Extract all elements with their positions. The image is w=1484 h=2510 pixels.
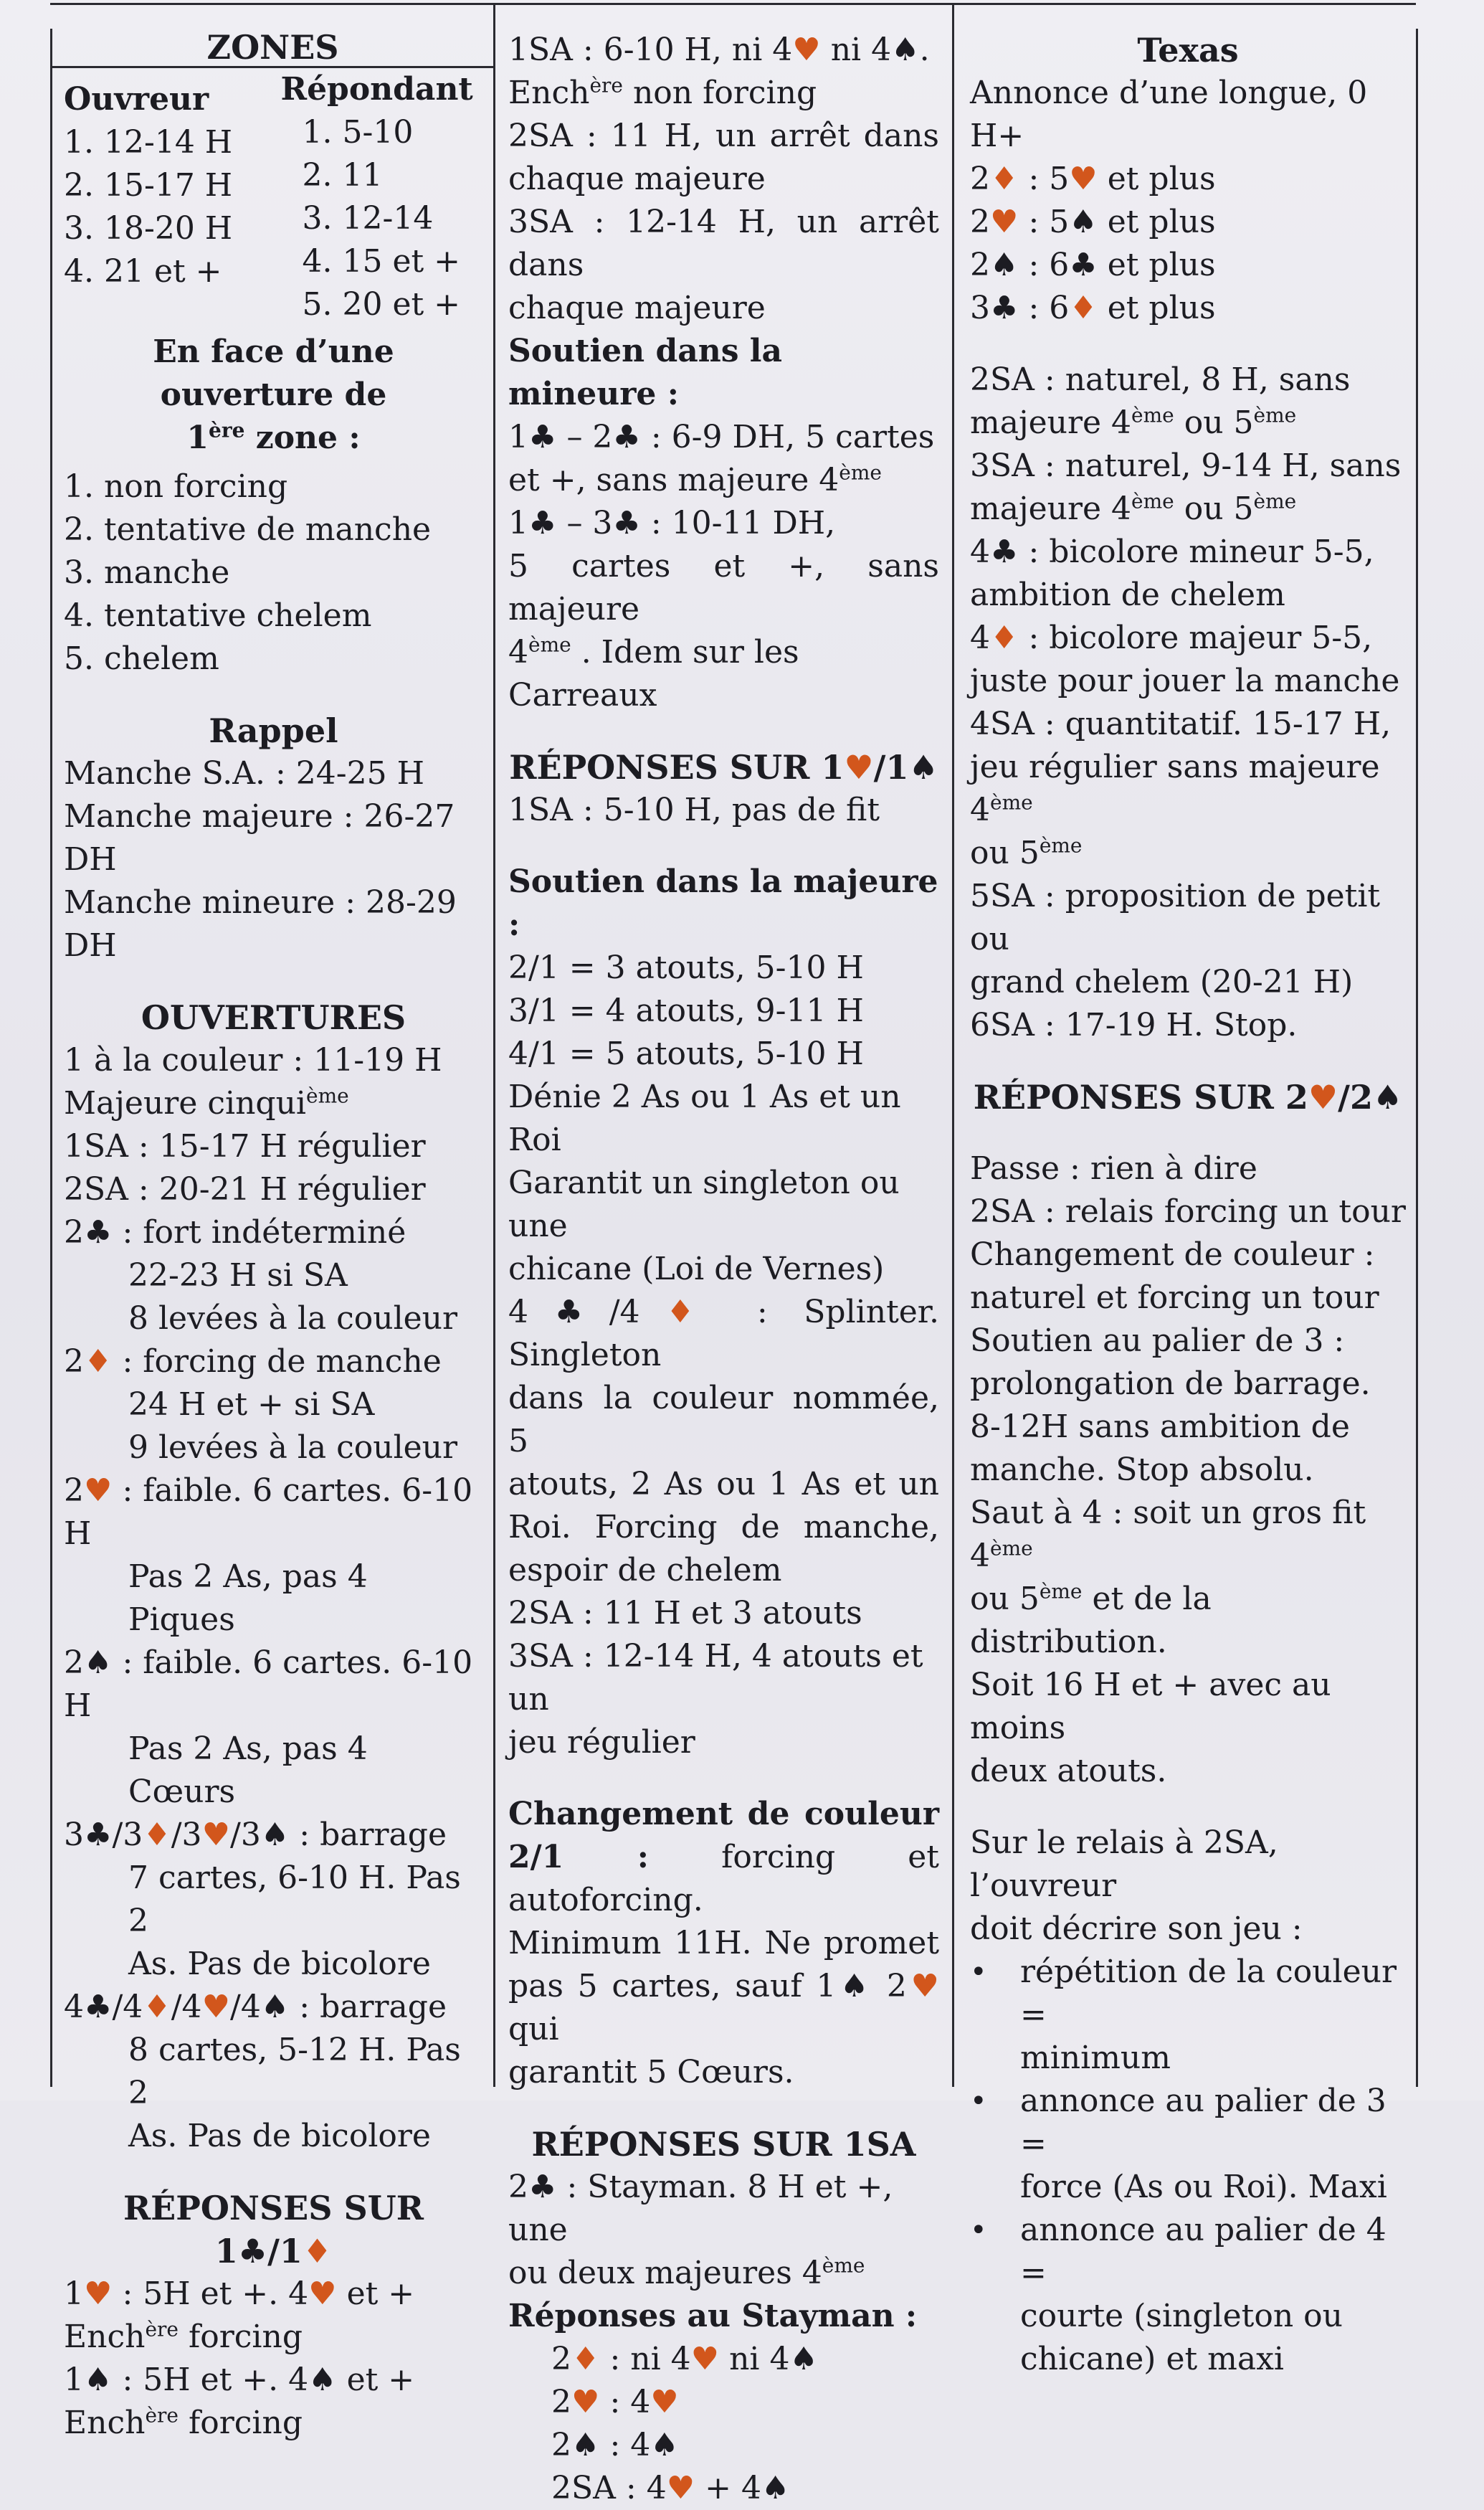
spade-icon: ♠: [84, 1644, 113, 1681]
club-icon: ♣: [237, 2232, 268, 2270]
column-separator: [493, 3, 495, 30]
ouverture-2d: 2♦ : forcing de manche: [64, 1343, 442, 1380]
club-icon: ♣: [528, 505, 557, 541]
enface-item: 1. non forcing: [64, 468, 288, 505]
heart-icon: ♥: [571, 2384, 600, 2420]
text-line: chaque majeure: [508, 290, 766, 326]
diamond-icon: ♦: [639, 1294, 721, 1330]
ouverture-line: Majeure cinqui$^{ème}$: [64, 1084, 349, 1122]
rappel-heading: Rappel: [209, 711, 338, 750]
repondant-zone: 4. 15 et +: [302, 243, 461, 280]
club-icon: ♣: [528, 2169, 557, 2205]
reponses-1h-1s-heading: RÉPONSES SUR 1♥/1♠: [509, 748, 938, 787]
spade-icon: ♠: [1069, 204, 1098, 240]
stayman-reply: 2♠ : 4♠: [551, 2427, 679, 2463]
text-line: Sur le relais à 2SA, l’ouvreur: [970, 1824, 1278, 1904]
heart-icon: ♥: [792, 32, 821, 68]
text-line: Annonce d’une longue, 0 H+: [970, 75, 1368, 154]
text-line: Dénie 2 As ou 1 As et un Roi: [508, 1079, 901, 1158]
text-line: atouts, 2 As ou 1 As et un: [508, 1466, 939, 1502]
reponses-1sa-heading: RÉPONSES SUR 1SA: [531, 2125, 916, 2164]
text-line: chicane) et maxi: [1020, 2341, 1285, 2377]
column-1: [50, 28, 493, 2441]
spade-icon: ♠: [990, 247, 1019, 283]
rappel-item: Manche majeure : 26-27 DH: [64, 798, 455, 878]
text-line: 4SA : quantitatif. 15-17 H,: [970, 706, 1392, 742]
diamond-icon: ♦: [571, 2341, 600, 2377]
reponses-stayman-heading: Réponses au Stayman :: [508, 2298, 918, 2334]
text-line: 3SA : 12-14 H, 4 atouts et un: [508, 1638, 923, 1718]
stayman-reply: 2♦ : ni 4♥ ni 4♠: [551, 2341, 818, 2377]
reponses-1c-1d-heading: RÉPONSES SUR 1♣/1♦: [123, 2189, 424, 2270]
spade-icon: ♠: [891, 32, 920, 68]
text-line: naturel et forcing un tour: [970, 1279, 1379, 1316]
text-line: 5SA : proposition de petit ou: [970, 878, 1381, 957]
soutien-mineure-2: 1♣ – 3♣ : 10-11 DH,: [508, 505, 836, 541]
ouverture-2h: 2♥ : faible. 6 cartes. 6-10 H: [64, 1472, 473, 1552]
ouverture-line: Pas 2 As, pas 4 Piques: [128, 1558, 368, 1638]
text-line: Garantit un singleton ou une: [508, 1165, 900, 1244]
ouverture-line: Pas 2 As, pas 4 Cœurs: [128, 1730, 368, 1810]
texas-line: 2♠ : 6♣ et plus: [970, 247, 1216, 283]
ouvreur-heading: Ouvreur: [64, 81, 209, 118]
text-line: Passe : rien à dire: [970, 1150, 1257, 1187]
ouverture-line: 1SA : 15-17 H régulier: [64, 1128, 426, 1165]
repondant-zone: 1. 5-10: [302, 114, 414, 151]
text-line: et +, sans majeure 4ème: [508, 460, 882, 498]
texas-heading: Texas: [1137, 31, 1239, 70]
text-line: 3SA : naturel, 9-14 H, sans: [970, 447, 1402, 484]
text-line: espoir de chelem: [508, 1552, 782, 1588]
rappel-item: Manche S.A. : 24-25 H: [64, 755, 424, 792]
enface-item: 3. manche: [64, 554, 230, 591]
ouverture-line: 9 levées à la couleur: [128, 1429, 458, 1466]
heart-icon: ♥: [1069, 161, 1098, 197]
text-line: Changement de couleur :: [970, 1236, 1375, 1273]
text-line: jeu régulier: [508, 1724, 695, 1761]
enface-heading-2: 1ère zone :: [186, 418, 361, 456]
soutien-mineure-1: 1♣ – 2♣ : 6-9 DH, 5 cartes: [508, 419, 935, 455]
text-line: Roi. Forcing de manche,: [508, 1509, 939, 1545]
ouverture-line: 1 à la couleur : 11-19 H: [64, 1042, 442, 1079]
heart-icon: ♥: [84, 2275, 113, 2312]
enface-heading-1: En face d’une ouverture de: [153, 333, 394, 413]
barrage-4: 4♣/4♦/4♥/4♠ : barrage: [64, 1989, 447, 2025]
club-icon: ♣: [612, 505, 641, 541]
text-line: 3/1 = 4 atouts, 9-11 H: [508, 993, 864, 1029]
soutien-majeure-heading: Soutien dans la majeure :: [508, 863, 938, 943]
text-line: 2SA : 11 H et 3 atouts: [508, 1595, 862, 1632]
text-line: dans la couleur nommée, 5: [508, 1380, 939, 1459]
club-icon: ♣: [84, 1989, 113, 2025]
ouvertures-heading: OUVERTURES: [141, 998, 406, 1037]
club-icon: ♣: [612, 419, 641, 455]
zones-title: ZONES: [52, 29, 493, 68]
club-icon: ♣: [528, 419, 557, 455]
stayman-reply: 2SA : 4♥ + 4♠: [551, 2470, 790, 2506]
texas-line: 3♣ : 6♦ et plus: [970, 290, 1216, 326]
heart-icon: ♥: [308, 2275, 337, 2312]
bullet-item: [970, 2080, 1406, 2209]
text-line: 4ème . Idem sur les Carreaux: [508, 633, 799, 714]
reponse-1h: 1♥ : 5H et +. 4♥ et +: [64, 2275, 415, 2312]
column-3: [952, 29, 1418, 2377]
text-line: majeure 4ème ou 5ème: [970, 403, 1297, 441]
diamond-icon: ♦: [1069, 290, 1098, 326]
changement-heading: Changement de couleur: [508, 1796, 939, 1832]
text-line: ou deux majeures 4ème: [508, 2253, 865, 2291]
zones-table: [64, 68, 483, 326]
repondant-zone: 5. 20 et +: [302, 286, 461, 323]
text-line: force (As ou Roi). Maxi: [1020, 2169, 1387, 2205]
ouverture-line: 8 levées à la couleur: [128, 1300, 458, 1337]
text-line: 6SA : 17-19 H. Stop.: [970, 1007, 1298, 1043]
text-line: Soit 16 H et + avec au moins: [970, 1667, 1331, 1746]
ouverture-line: 7 cartes, 6-10 H. Pas 2: [128, 1860, 461, 1939]
soutien-mineure-heading: Soutien dans la mineure :: [508, 333, 783, 412]
text-line: juste pour jouer la manche: [970, 663, 1400, 699]
ouverture-line: 2SA : 20-21 H régulier: [64, 1171, 426, 1208]
text-line: prolongation de barrage.: [970, 1365, 1371, 1402]
text-line: 2SA : relais forcing un tour: [970, 1193, 1406, 1230]
diamond-icon: ♦: [84, 1343, 113, 1380]
enface-item: 5. chelem: [64, 640, 219, 677]
text-line: jeu régulier sans majeure 4ème: [970, 749, 1380, 828]
text-line: ou 5ème et de la distribution.: [970, 1579, 1212, 1660]
text-line: 1SA : 5-10 H, pas de fit: [508, 792, 880, 828]
diamond-icon: ♦: [990, 620, 1019, 656]
heart-icon: ♥: [906, 1968, 939, 2004]
text-line: 3SA : 12-14 H, un arrêt dans: [508, 204, 939, 283]
text-line: 2SA : 11 H, un arrêt dans: [508, 118, 939, 154]
spade-icon: ♠: [836, 1968, 873, 2004]
spade-icon: ♠: [260, 1989, 290, 2025]
changement-line: pas 5 cartes, sauf 1♠ 2♥ qui: [508, 1968, 939, 2047]
heart-icon: ♥: [666, 2470, 695, 2506]
ouverture-line: 22-23 H si SA: [128, 1257, 348, 1294]
changement-line: 2/1 : forcing et autoforcing.: [508, 1839, 939, 1918]
heart-icon: ♥: [844, 748, 874, 787]
text-line: 5 cartes et +, sans majeure: [508, 548, 939, 628]
spade-icon: ♠: [260, 1817, 290, 1853]
text-line: courte (singleton ou: [1020, 2298, 1343, 2334]
text-line: 4/1 = 5 atouts, 5-10 H: [508, 1036, 864, 1072]
bicolore-line: 4♣ : bicolore mineur 5-5,: [970, 534, 1374, 570]
enface-item: 2. tentative de manche: [64, 511, 432, 548]
text-line: Ench$^{ère}$ non forcing: [508, 73, 817, 111]
club-icon: ♣: [1069, 247, 1098, 283]
enface-item: 4. tentative chelem: [64, 597, 372, 634]
reponse-1sa: 1SA : 6-10 H, ni 4♥ ni 4♠.: [508, 32, 930, 68]
text-line: 8-12H sans ambition de: [970, 1408, 1350, 1445]
ouverture-2s: 2♠ : faible. 6 cartes. 6-10 H: [64, 1644, 473, 1724]
diamond-icon: ♦: [143, 1989, 171, 2025]
text-line: annonce au palier de 3 =: [1020, 2083, 1387, 2162]
column-separator: [952, 3, 954, 30]
ouvreur-zone: 1. 12-14 H: [64, 124, 233, 161]
barrage-3: 3♣/3♦/3♥/3♠ : barrage: [64, 1817, 447, 1853]
spade-icon: ♠: [1372, 1078, 1403, 1117]
text-line: ambition de chelem: [970, 577, 1285, 613]
heart-icon: ♥: [201, 1817, 231, 1853]
reponse-line: Ench$^{ère}$ forcing: [64, 2317, 303, 2355]
heart-icon: ♥: [690, 2341, 720, 2377]
heart-icon: ♥: [1308, 1078, 1338, 1117]
spade-icon: ♠: [789, 2341, 818, 2377]
repondant-column: [267, 68, 484, 326]
text-line: ou 5ème: [970, 833, 1083, 871]
stayman-line: 2♣ : Stayman. 8 H et +, une: [508, 2169, 893, 2248]
text-line: Soutien au palier de 3 :: [970, 1322, 1345, 1359]
texas-line: 2♦ : 5♥ et plus: [970, 161, 1216, 197]
bullet-item: [970, 1951, 1406, 2080]
club-icon: ♣: [528, 1294, 609, 1330]
spade-icon: ♠: [84, 2362, 113, 2398]
heart-icon: ♥: [650, 2384, 679, 2420]
ouverture-line: 8 cartes, 5-12 H. Pas 2: [128, 2032, 461, 2111]
ouvreur-column: [64, 68, 267, 326]
heart-icon: ♥: [201, 1989, 231, 2025]
ouverture-line: 24 H et + si SA: [128, 1386, 375, 1423]
top-border: [50, 3, 1416, 5]
spade-icon: ♠: [908, 748, 938, 787]
repondant-heading: Répondant: [280, 71, 473, 108]
club-icon: ♣: [990, 534, 1019, 570]
club-icon: ♣: [990, 290, 1019, 326]
spade-icon: ♠: [761, 2470, 790, 2506]
splinter-line: 4♣/4♦ : Splinter. Singleton: [508, 1294, 939, 1373]
text-line: répétition de la couleur =: [1020, 1953, 1397, 2033]
diamond-icon: ♦: [302, 2232, 333, 2270]
spade-icon: ♠: [571, 2427, 600, 2463]
ouvreur-zone: 3. 18-20 H: [64, 210, 233, 247]
bullet-item: [970, 2209, 1406, 2381]
stayman-reply: 2♥ : 4♥: [551, 2384, 679, 2420]
texas-line: 2♥ : 5♠ et plus: [970, 204, 1216, 240]
text-line: manche. Stop absolu.: [970, 1451, 1314, 1488]
bicolore-line: 4♦ : bicolore majeur 5-5,: [970, 620, 1373, 656]
rappel-item: Manche mineure : 28-29 DH: [64, 884, 457, 964]
text-line: doit décrire son jeu :: [970, 1910, 1303, 1947]
text-line: 2SA : naturel, 8 H, sans: [970, 361, 1351, 398]
ouvreur-zone: 2. 15-17 H: [64, 167, 233, 204]
club-icon: ♣: [84, 1817, 113, 1853]
column-2: [493, 29, 952, 2506]
text-line: annonce au palier de 4 =: [1020, 2212, 1387, 2291]
reponses-2h-2s-heading: RÉPONSES SUR 2♥/2♠: [973, 1078, 1403, 1117]
repondant-zone: 3. 12-14: [302, 200, 434, 237]
text-line: 2/1 = 3 atouts, 5-10 H: [508, 949, 864, 986]
spade-icon: ♠: [650, 2427, 679, 2463]
bullet-icon: •: [970, 1956, 987, 1989]
text-line: Saut à 4 : soit un gros fit 4ème: [970, 1495, 1366, 1574]
spade-icon: ♠: [308, 2362, 337, 2398]
heart-icon: ♥: [84, 1472, 113, 1509]
heart-icon: ♥: [990, 204, 1019, 240]
reponse-line: Ench$^{ère}$ forcing: [64, 2403, 303, 2441]
text-line: majeure 4ème ou 5ème: [970, 489, 1297, 527]
text-line: minimum: [1020, 2040, 1171, 2076]
diamond-icon: ♦: [990, 161, 1019, 197]
ouverture-line: As. Pas de bicolore: [128, 2118, 431, 2154]
bullet-icon: •: [970, 2214, 987, 2247]
text-line: garantit 5 Cœurs.: [508, 2054, 794, 2090]
ouverture-2c: 2♣ : fort indéterminé: [64, 1214, 406, 1251]
bullet-icon: •: [970, 2085, 987, 2118]
diamond-icon: ♦: [143, 1817, 171, 1853]
text-line: deux atouts.: [970, 1753, 1167, 1789]
text-line: chaque majeure: [508, 161, 766, 197]
text-line: Minimum 11H. Ne promet: [508, 1925, 939, 1961]
repondant-zone: 2. 11: [302, 157, 383, 194]
text-line: chicane (Loi de Vernes): [508, 1251, 885, 1287]
ouvreur-zone: 4. 21 et +: [64, 253, 222, 290]
ouverture-line: As. Pas de bicolore: [128, 1946, 431, 1982]
club-icon: ♣: [84, 1214, 113, 1251]
reponse-1s: 1♠ : 5H et +. 4♠ et +: [64, 2362, 415, 2398]
text-line: grand chelem (20-21 H): [970, 964, 1354, 1000]
